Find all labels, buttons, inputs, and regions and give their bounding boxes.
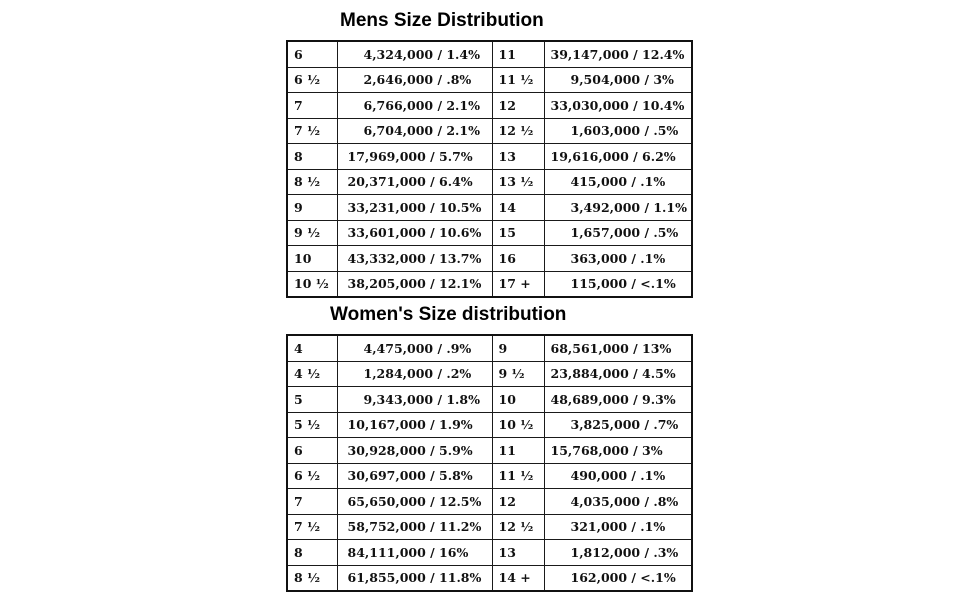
- table-row: [287, 463, 692, 489]
- table-row: [287, 361, 692, 387]
- womens-size-table: [286, 334, 693, 592]
- size-count-percent: 84,111,000 / 16%: [337, 540, 492, 566]
- size-count-percent: 43,332,000 / 13.7%: [337, 246, 492, 272]
- size-count-percent: 61,855,000 / 11.8%: [337, 565, 492, 591]
- size-label: 8 ½: [287, 565, 337, 591]
- size-label: 6: [287, 438, 337, 464]
- size-label: 16: [492, 246, 544, 272]
- size-label: 9 ½: [287, 220, 337, 246]
- table-row: [287, 144, 692, 170]
- size-count-percent: 30,928,000 / 5.9%: [337, 438, 492, 464]
- size-count-percent: 17,969,000 / 5.7%: [337, 144, 492, 170]
- size-count-percent: 1,657,000 / .5%: [544, 220, 692, 246]
- mens-size-title: Mens Size Distribution: [340, 10, 544, 31]
- size-count-percent: 48,689,000 / 9.3%: [544, 387, 692, 413]
- size-count-percent: 363,000 / .1%: [544, 246, 692, 272]
- size-count-percent: 23,884,000 / 4.5%: [544, 361, 692, 387]
- table-row: [287, 540, 692, 566]
- size-count-percent: 19,616,000 / 6.2%: [544, 144, 692, 170]
- size-count-percent: 20,371,000 / 6.4%: [337, 169, 492, 195]
- size-label: 8 ½: [287, 169, 337, 195]
- size-label: 13: [492, 540, 544, 566]
- table-row: [287, 271, 692, 297]
- size-label: 11: [492, 438, 544, 464]
- size-label: 8: [287, 144, 337, 170]
- size-label: 14 +: [492, 565, 544, 591]
- size-label: 9 ½: [492, 361, 544, 387]
- size-label: 15: [492, 220, 544, 246]
- table-row: [287, 41, 692, 67]
- size-count-percent: 4,035,000 / .8%: [544, 489, 692, 515]
- size-count-percent: 33,231,000 / 10.5%: [337, 195, 492, 221]
- size-label: 9: [287, 195, 337, 221]
- table-row: [287, 169, 692, 195]
- womens-size-title: Women's Size distribution: [330, 304, 567, 325]
- size-count-percent: 33,601,000 / 10.6%: [337, 220, 492, 246]
- table-row: [287, 335, 692, 361]
- size-label: 10: [287, 246, 337, 272]
- size-label: 9: [492, 335, 544, 361]
- size-count-percent: 6,704,000 / 2.1%: [337, 118, 492, 144]
- size-count-percent: 38,205,000 / 12.1%: [337, 271, 492, 297]
- size-label: 11 ½: [492, 463, 544, 489]
- size-label: 12: [492, 489, 544, 515]
- size-count-percent: 3,492,000 / 1.1%: [544, 195, 692, 221]
- size-count-percent: 68,561,000 / 13%: [544, 335, 692, 361]
- table-row: [287, 565, 692, 591]
- size-count-percent: 33,030,000 / 10.4%: [544, 93, 692, 119]
- size-label: 13 ½: [492, 169, 544, 195]
- size-label: 6 ½: [287, 463, 337, 489]
- size-count-percent: 6,766,000 / 2.1%: [337, 93, 492, 119]
- size-count-percent: 1,284,000 / .2%: [337, 361, 492, 387]
- size-label: 4 ½: [287, 361, 337, 387]
- size-count-percent: 4,475,000 / .9%: [337, 335, 492, 361]
- table-row: [287, 514, 692, 540]
- size-count-percent: 58,752,000 / 11.2%: [337, 514, 492, 540]
- mens-size-table: [286, 40, 693, 298]
- size-label: 7: [287, 93, 337, 119]
- table-row: [287, 489, 692, 515]
- size-label: 8: [287, 540, 337, 566]
- size-count-percent: 1,812,000 / .3%: [544, 540, 692, 566]
- table-row: [287, 246, 692, 272]
- size-count-percent: 4,324,000 / 1.4%: [337, 41, 492, 67]
- size-count-percent: 115,000 / <.1%: [544, 271, 692, 297]
- size-label: 10: [492, 387, 544, 413]
- table-row: [287, 220, 692, 246]
- size-label: 4: [287, 335, 337, 361]
- size-label: 11 ½: [492, 67, 544, 93]
- size-count-percent: 9,343,000 / 1.8%: [337, 387, 492, 413]
- size-label: 12 ½: [492, 514, 544, 540]
- size-count-percent: 490,000 / .1%: [544, 463, 692, 489]
- table-row: [287, 412, 692, 438]
- size-count-percent: 39,147,000 / 12.4%: [544, 41, 692, 67]
- size-label: 7: [287, 489, 337, 515]
- size-label: 10 ½: [492, 412, 544, 438]
- size-label: 6: [287, 41, 337, 67]
- table-row: [287, 438, 692, 464]
- size-label: 5 ½: [287, 412, 337, 438]
- size-label: 13: [492, 144, 544, 170]
- size-label: 7 ½: [287, 118, 337, 144]
- table-row: [287, 93, 692, 119]
- size-label: 17 +: [492, 271, 544, 297]
- size-count-percent: 415,000 / .1%: [544, 169, 692, 195]
- size-count-percent: 162,000 / <.1%: [544, 565, 692, 591]
- size-count-percent: 321,000 / .1%: [544, 514, 692, 540]
- size-label: 12 ½: [492, 118, 544, 144]
- size-count-percent: 15,768,000 / 3%: [544, 438, 692, 464]
- size-count-percent: 9,504,000 / 3%: [544, 67, 692, 93]
- size-count-percent: 10,167,000 / 1.9%: [337, 412, 492, 438]
- size-count-percent: 30,697,000 / 5.8%: [337, 463, 492, 489]
- size-count-percent: 3,825,000 / .7%: [544, 412, 692, 438]
- size-count-percent: 2,646,000 / .8%: [337, 67, 492, 93]
- size-label: 12: [492, 93, 544, 119]
- table-row: [287, 67, 692, 93]
- table-row: [287, 195, 692, 221]
- size-count-percent: 1,603,000 / .5%: [544, 118, 692, 144]
- size-label: 6 ½: [287, 67, 337, 93]
- size-count-percent: 65,650,000 / 12.5%: [337, 489, 492, 515]
- table-row: [287, 118, 692, 144]
- size-label: 5: [287, 387, 337, 413]
- size-label: 7 ½: [287, 514, 337, 540]
- size-label: 11: [492, 41, 544, 67]
- size-label: 14: [492, 195, 544, 221]
- size-label: 10 ½: [287, 271, 337, 297]
- table-row: [287, 387, 692, 413]
